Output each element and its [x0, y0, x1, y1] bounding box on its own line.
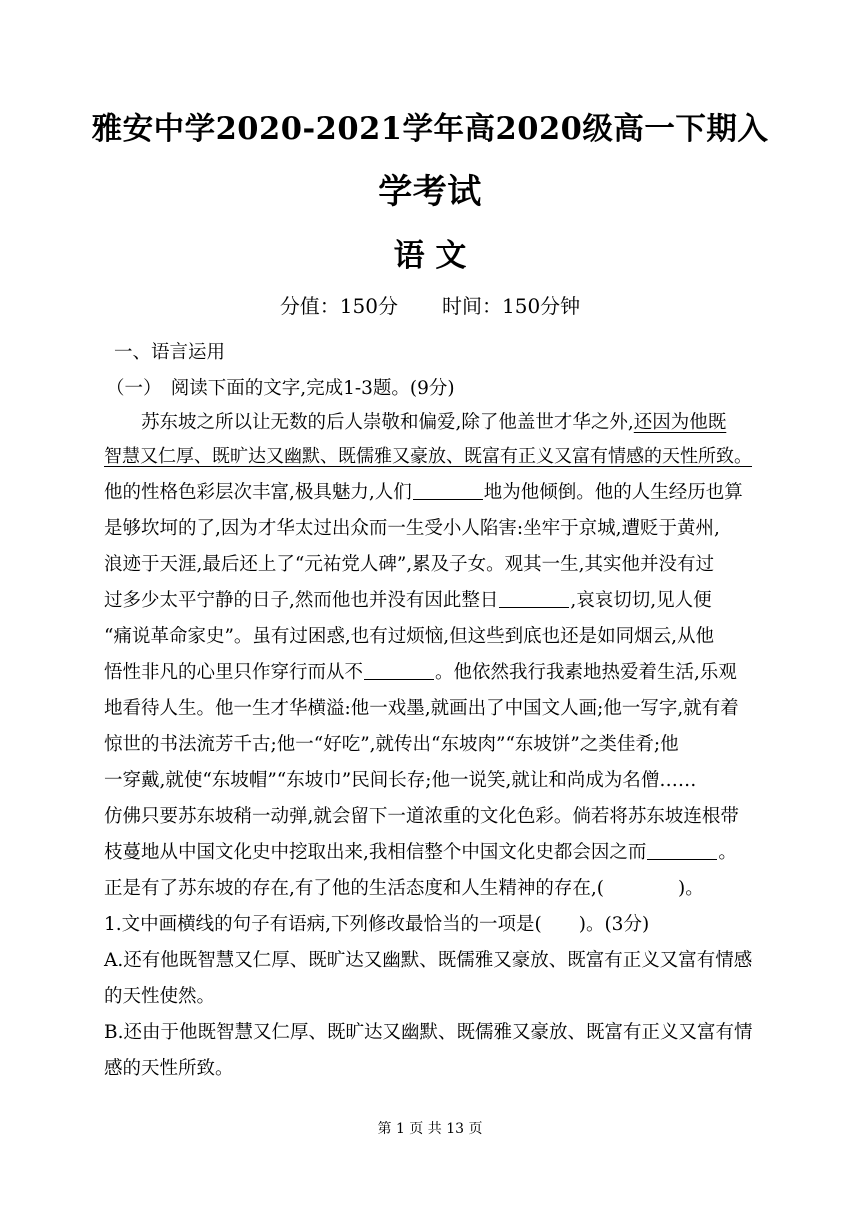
question-1: 1.文中画横线的句子有语病,下列修改最恰当的一项是( )。(3分) [104, 914, 650, 935]
passage-line: 悟性非凡的心里只作穿行而从不 。他依然我行我素地热爱着生活,乐观 [104, 662, 737, 683]
option-b-cont: 感的天性所致。 [104, 1058, 234, 1079]
option-b: B.还由于他既智慧又仁厚、既旷达又幽默、既儒雅又豪放、既富有正义又富有情 [104, 1022, 753, 1043]
time-info: 时间：150分钟 [442, 294, 581, 318]
score-info: 分值：150分 [279, 294, 398, 318]
fill-blank [647, 841, 717, 860]
fill-blank [413, 481, 483, 500]
passage-line: 是够坎坷的了,因为才华太过出众而一生受小人陷害:坐牢于京城,遭贬于黄州, [104, 518, 720, 539]
page-number: 第 1 页 共 13 页 [377, 1121, 483, 1137]
passage-line: 浪迹于天涯,最后还上了“元祐党人碑”,累及子女。观其一生,其实他并没有过 [104, 554, 715, 575]
underlined-sentence: 还因为他既 [633, 412, 727, 433]
fill-blank [364, 661, 434, 680]
passage-line: 枝蔓地从中国文化史中挖取出来,我相信整个中国文化史都会因之而 。 [104, 842, 737, 863]
passage-line: 惊世的书法流芳千古;他一“好吃”,就传出“东坡肉”“东坡饼”之类佳肴;他 [104, 734, 679, 755]
exam-title-line-2: 学考试 [378, 172, 482, 212]
passage-line: 过多少太平宁静的日子,然而他也并没有因此整日 ,哀哀切切,见人便 [104, 590, 712, 611]
exam-meta [0, 290, 860, 319]
passage-line: 地看待人生。他一生才华横溢:他一戏墨,就画出了中国文人画;他一写字,就有着 [104, 698, 739, 719]
section-heading: 一、语言运用 [114, 342, 226, 363]
underlined-sentence: 智慧又仁厚、既旷达又幽默、既儒雅又豪放、既富有正义又富有情感的天性所致。 [104, 446, 752, 467]
passage-line: “痛说革命家史”。虽有过困惑,也有过烦恼,但这些到底也还是如同烟云,从他 [104, 626, 715, 647]
subject-title: 语 文 [393, 238, 467, 274]
part-heading: （一） 阅读下面的文字,完成1-3题。(9分) [106, 378, 455, 399]
passage-line: 他的性格色彩层次丰富,极具魅力,人们 地为他倾倒。他的人生经历也算 [104, 482, 743, 503]
passage-line [104, 442, 752, 468]
passage-line: 正是有了苏东坡的存在,有了他的生活态度和人生精神的存在,( )。 [104, 878, 704, 899]
option-a-cont: 的天性使然。 [104, 986, 216, 1007]
fill-blank [499, 589, 569, 608]
passage-line: 一穿戴,就使“东坡帽”“东坡巾”民间长存;他一说笑,就让和尚成为名僧…… [104, 770, 697, 791]
passage-line: 苏东坡之所以让无数的后人崇敬和偏爱,除了他盖世才华之外,还因为他既 [141, 412, 727, 433]
passage-line: 仿佛只要苏东坡稍一动弹,就会留下一道浓重的文化色彩。倘若将苏东坡连根带 [104, 806, 739, 827]
option-a: A.还有他既智慧又仁厚、既旷达又幽默、既儒雅又豪放、既富有正义又富有情感 [104, 950, 753, 971]
exam-title-line-1: 雅安中学2020-2021学年高2020级高一下期入 [91, 111, 769, 147]
